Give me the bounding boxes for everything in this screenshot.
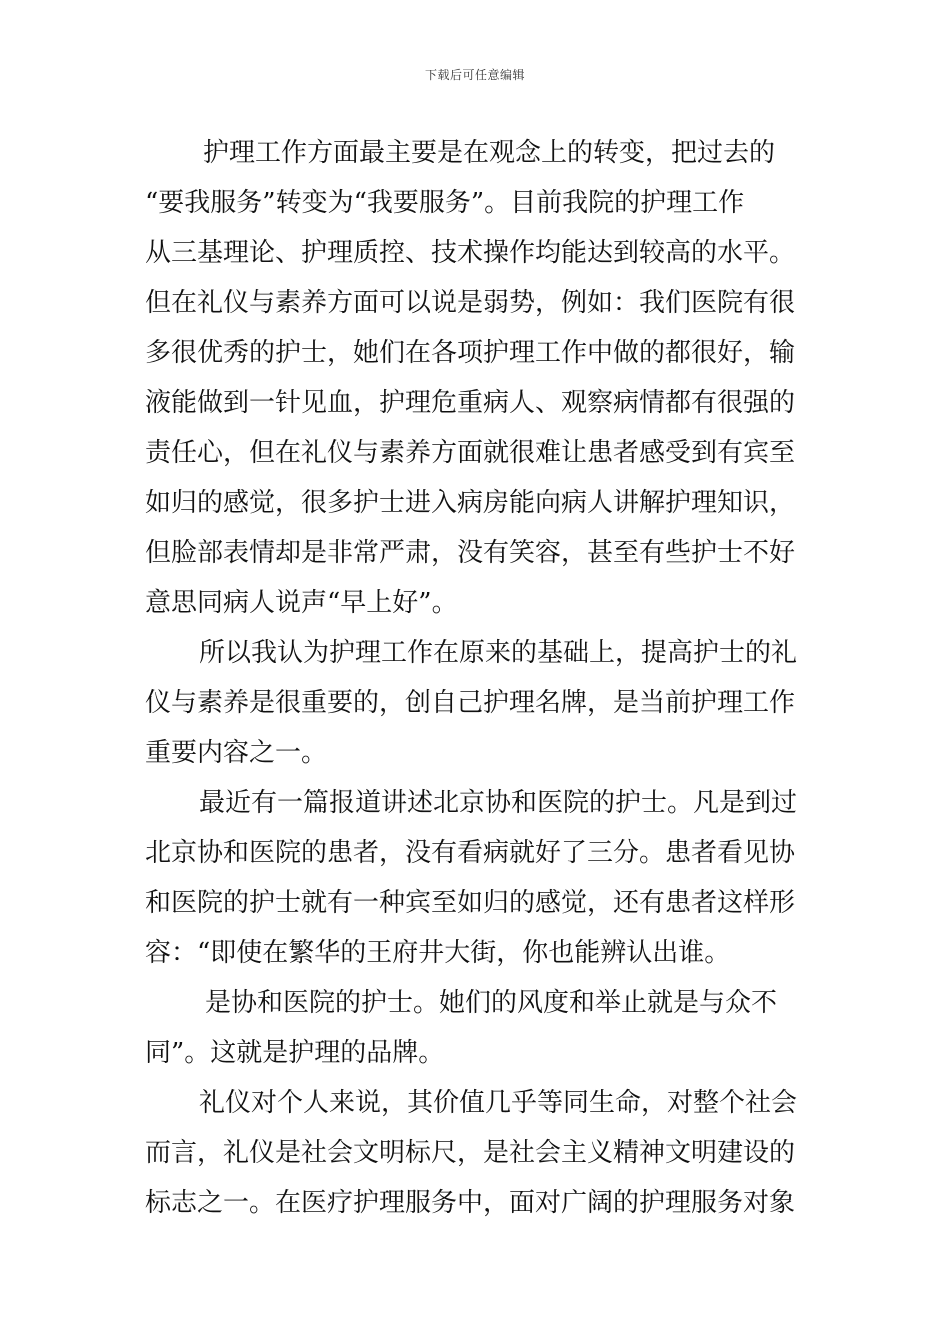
text-line: 护理工作方面最主要是在观念上的转变，把过去的 (203, 138, 776, 168)
page-header: 下载后可任意编辑 (424, 68, 525, 82)
text-line: 如归的感觉，很多护士进入病房能向病人讲解护理知识， (145, 488, 796, 518)
text-line: 重要内容之一。 (145, 738, 328, 768)
text-line: 标志之一。在医疗护理服务中，面对广阔的护理服务对象 (145, 1188, 796, 1218)
text-line: 北京协和医院的患者，没有看病就好了三分。患者看见协 (145, 838, 796, 868)
text-line: 和医院的护士就有一种宾至如归的感觉，还有患者这样形 (145, 888, 796, 918)
text-line: 多很优秀的护士，她们在各项护理工作中做的都很好，输 (145, 338, 796, 368)
document-body (145, 128, 810, 1228)
text-line: 是协和医院的护士。她们的风度和举止就是与众不 (205, 988, 778, 1018)
text-line: 意思同病人说声“早上好”。 (145, 588, 458, 618)
text-line: 责任心，但在礼仪与素养方面就很难让患者感受到有宾至 (145, 438, 796, 468)
text-line: 同”。这就是护理的品牌。 (145, 1038, 445, 1068)
text-line: 所以我认为护理工作在原来的基础上，提高护士的礼 (199, 638, 798, 668)
text-line: 容：“即使在繁华的王府井大街，你也能辨认出谁。 (145, 938, 731, 968)
text-line: “要我服务”转变为“我要服务”。目前我院的护理工作 (145, 188, 745, 218)
text-line: 礼仪对个人来说，其价值几乎等同生命，对整个社会 (199, 1088, 798, 1118)
text-line: 最近有一篇报道讲述北京协和医院的护士。凡是到过 (199, 788, 798, 818)
text-line: 从三基理论、护理质控、技术操作均能达到较高的水平。 (145, 238, 796, 268)
text-line: 但在礼仪与素养方面可以说是弱势，例如：我们医院有很 (145, 288, 796, 318)
text-line: 但脸部表情却是非常严肃，没有笑容，甚至有些护士不好 (145, 538, 796, 568)
text-line: 而言，礼仪是社会文明标尺，是社会主义精神文明建设的 (145, 1138, 796, 1168)
text-line: 液能做到一针见血，护理危重病人、观察病情都有很强的 (145, 388, 796, 418)
text-line: 仪与素养是很重要的，创自己护理名牌，是当前护理工作 (145, 688, 796, 718)
